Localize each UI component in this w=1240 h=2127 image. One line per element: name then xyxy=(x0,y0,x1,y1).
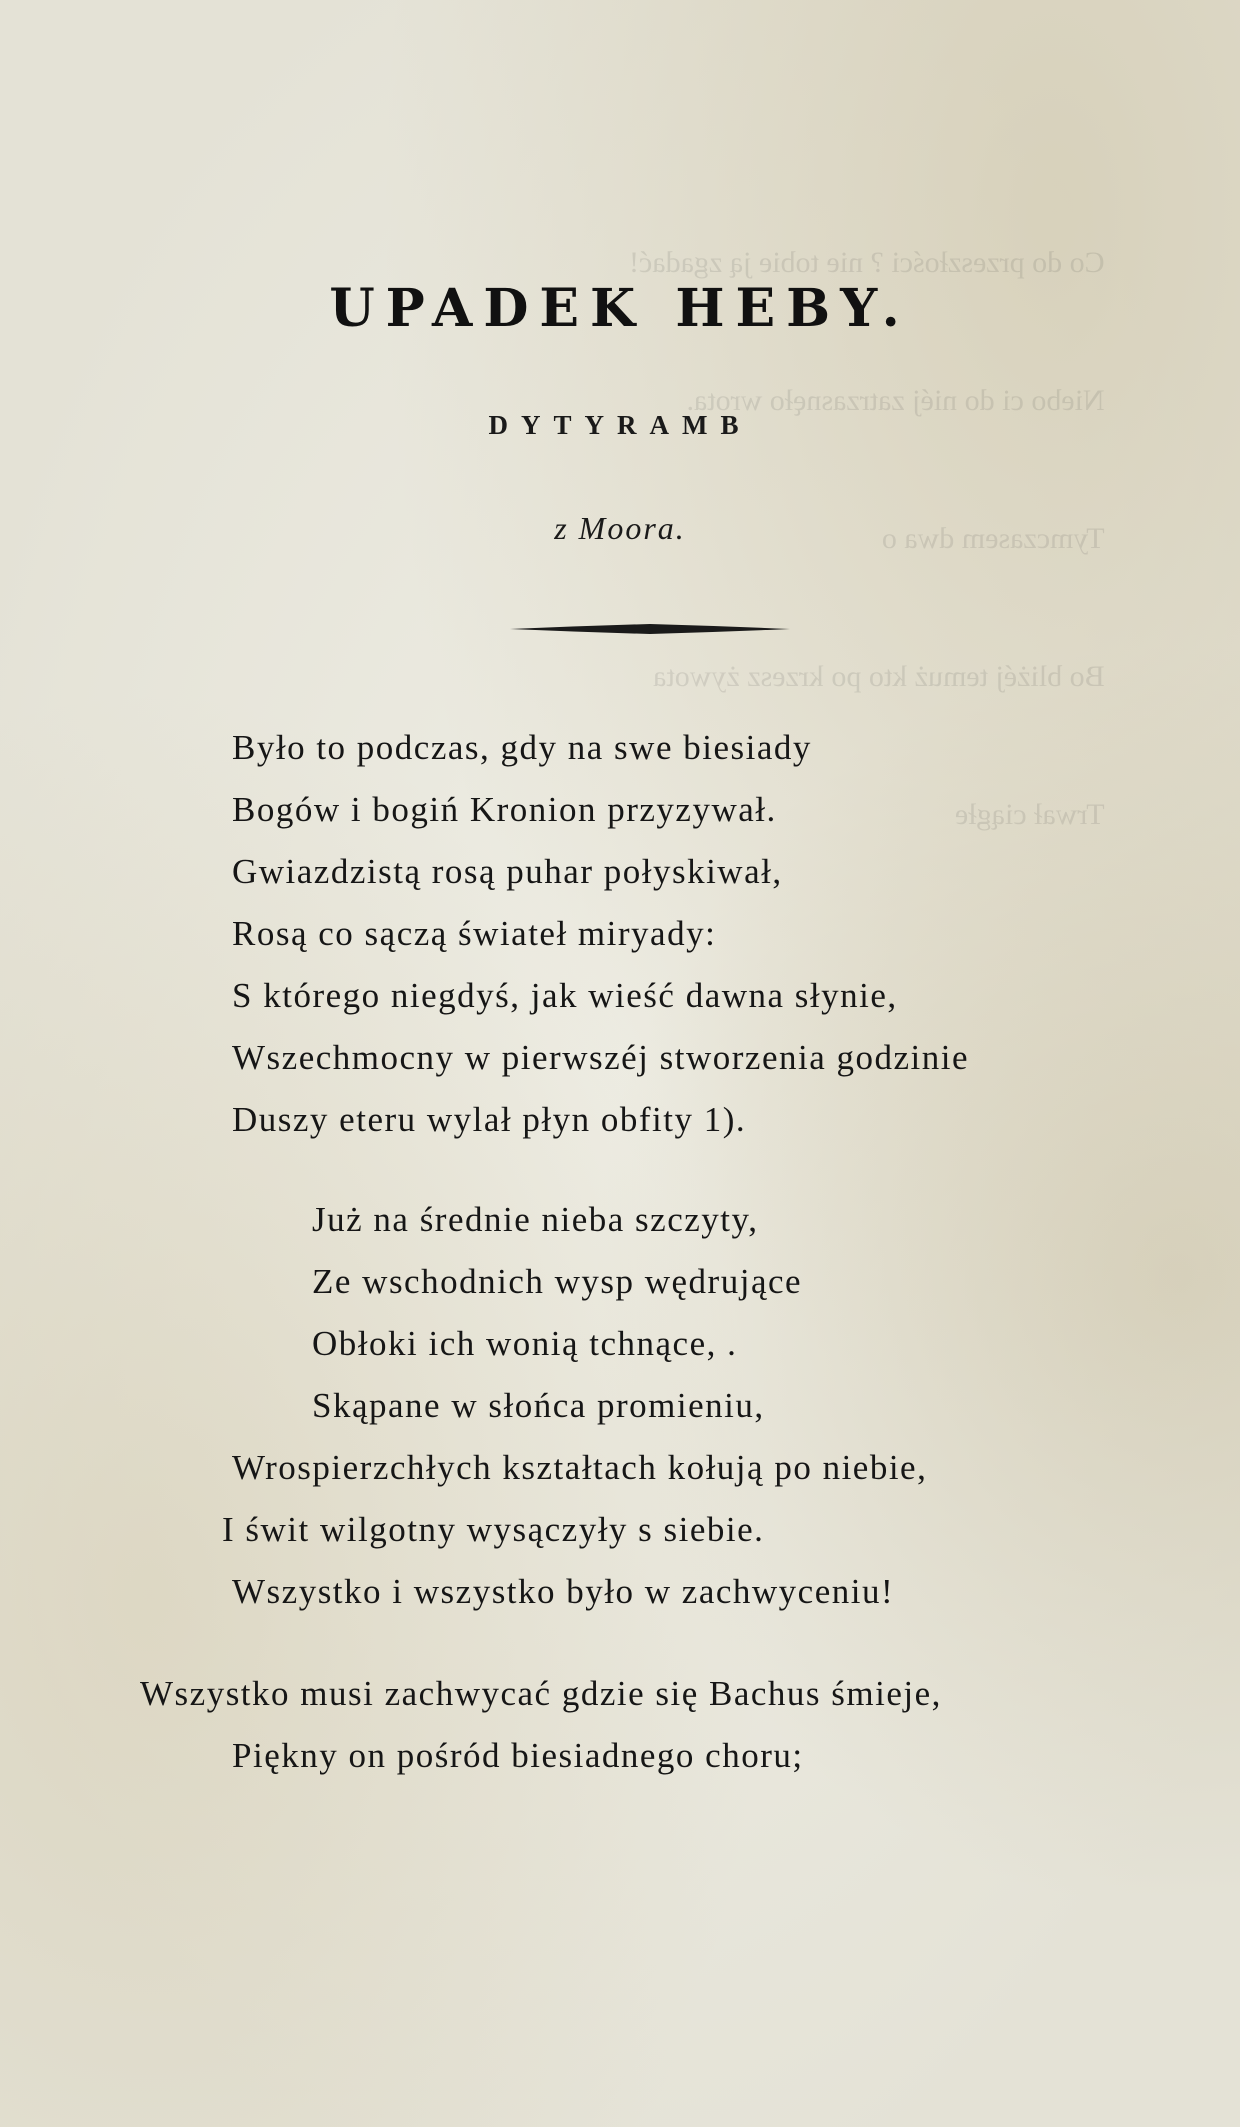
verse-line: Wszystko musi zachwycać gdzie się Bachus śmieje, xyxy=(140,1674,942,1713)
verse-line: Wszystko i wszystko było w zachwyceniu! xyxy=(232,1572,895,1611)
verse-line: Wszechmocny w pierwszéj stworzenia godzinie xyxy=(232,1038,970,1077)
bleed-line: Bo bliżéj temuż kto po krzesz żywota xyxy=(653,660,1105,693)
verse-line: Gwiazdzistą rosą puhar połyskiwał, xyxy=(232,852,783,891)
bleed-line: Tymczasem dwa o xyxy=(882,522,1105,555)
verse-line: I świt wilgotny wysączyły s siebie. xyxy=(222,1510,765,1549)
verse-line: Ze wschodnich wysp wędrujące xyxy=(312,1262,803,1301)
bleed-line: Co do przeszłości ? nie tobie ją zgadać! xyxy=(629,246,1105,279)
verse-line: Było to podczas, gdy na swe biesiady xyxy=(232,728,812,767)
bleed-line: Trwał ciągłe xyxy=(955,798,1105,831)
verse-line: Rosą co sączą świateł miryady: xyxy=(232,914,717,953)
poem-title: UPADEK HEBY. xyxy=(329,278,911,339)
poem-subtitle: DYTYRAMB xyxy=(488,410,752,440)
verse-line: Skąpane w słońca promieniu, xyxy=(312,1386,765,1425)
verse-line: Bogów i bogiń Kronion przyzywał. xyxy=(232,790,777,829)
verse-line: Duszy eteru wylał płyn obfity 1). xyxy=(232,1100,747,1139)
verse-line: Wrospierzchłych kształtach kołują po niebie, xyxy=(232,1448,928,1487)
verse-line: Już na średnie nieba szczyty, xyxy=(312,1200,759,1239)
verse-line: S którego niegdyś, jak wieść dawna słynie, xyxy=(232,976,898,1015)
verse-line: Piękny on pośród biesiadnego choru; xyxy=(232,1736,804,1775)
bleed-line: Niebo ci do niéj zatrzasnęło wrota. xyxy=(686,384,1105,417)
poem-source: z Moora. xyxy=(554,510,686,546)
verse-line: Obłoki ich wonią tchnące, . xyxy=(312,1324,738,1363)
ornamental-rule xyxy=(510,620,790,638)
